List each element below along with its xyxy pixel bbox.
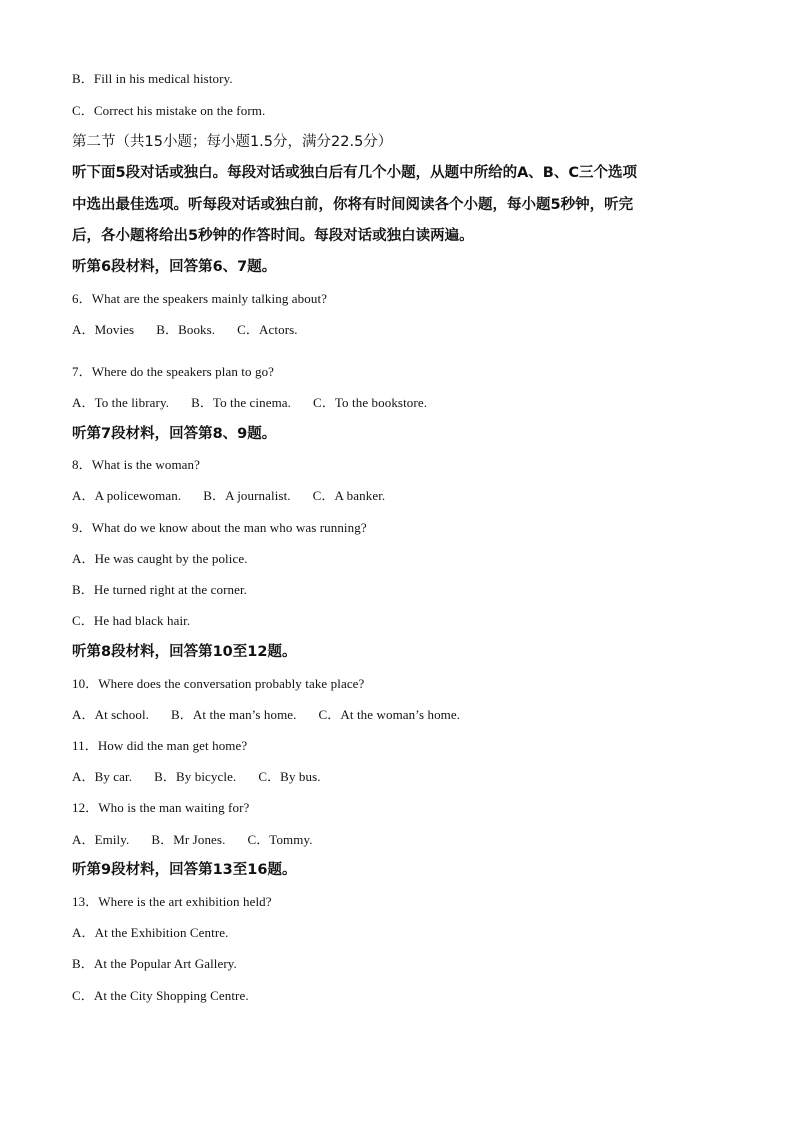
group-heading-7: 听第7段材料，回答第8、9题。 bbox=[72, 426, 277, 442]
option-b: B．To the cinema. bbox=[191, 395, 292, 410]
option-c: C．To the bookstore. bbox=[313, 395, 428, 410]
option-b: B．At the man’s home. bbox=[171, 707, 297, 722]
question-stem-11: 11．How did the man get home? bbox=[72, 738, 248, 753]
question-options-7 bbox=[72, 392, 427, 411]
option-a: A．Emily. bbox=[72, 832, 130, 847]
question-stem-7: 7．Where do the speakers plan to go? bbox=[72, 364, 275, 379]
option-b: B．Mr Jones. bbox=[151, 832, 226, 847]
option-c: C．Tommy. bbox=[247, 832, 313, 847]
prev-option-c: C．Correct his mistake on the form. bbox=[72, 103, 266, 118]
question-options-10 bbox=[72, 704, 460, 723]
option-a: A．To the library. bbox=[72, 395, 170, 410]
question-stem-13: 13．Where is the art exhibition held? bbox=[72, 894, 272, 909]
option-c: C．By bus. bbox=[258, 769, 321, 784]
prev-option-b: B．Fill in his medical history. bbox=[72, 71, 233, 86]
section-instruction-line: 听下面5段对话或独白。每段对话或独白后有几个小题，从题中所给的A、B、C三个选项 bbox=[72, 165, 638, 181]
section-instruction-line: 后，各小题将给出5秒钟的作答时间。每段对话或独白读两遍。 bbox=[72, 228, 474, 244]
group-heading-6: 听第6段材料，回答第6、7题。 bbox=[72, 259, 277, 275]
question-options-6 bbox=[72, 319, 298, 338]
option-b: B．Books. bbox=[156, 322, 216, 337]
question-options-12 bbox=[72, 829, 313, 848]
option-c: C．At the woman’s home. bbox=[318, 707, 461, 722]
question-option-b-13: B．At the Popular Art Gallery. bbox=[72, 956, 237, 971]
option-c: C．Actors. bbox=[237, 322, 298, 337]
question-option-a-13: A．At the Exhibition Centre. bbox=[72, 925, 229, 940]
option-c: C．A banker. bbox=[312, 488, 386, 503]
question-option-c-13: C．At the City Shopping Centre. bbox=[72, 988, 249, 1003]
option-a: A．By car. bbox=[72, 769, 133, 784]
question-stem-12: 12．Who is the man waiting for? bbox=[72, 800, 250, 815]
option-b: B．By bicycle. bbox=[154, 769, 237, 784]
option-b: B．A journalist. bbox=[203, 488, 291, 503]
question-options-8 bbox=[72, 485, 385, 504]
question-option-a-9: A．He was caught by the police. bbox=[72, 551, 248, 566]
question-stem-8: 8．What is the woman? bbox=[72, 457, 200, 472]
question-stem-6: 6．What are the speakers mainly talking about? bbox=[72, 291, 328, 306]
question-stem-9: 9．What do we know about the man who was running? bbox=[72, 520, 367, 535]
question-options-11 bbox=[72, 766, 321, 785]
section-instruction-line: 中选出最佳选项。听每段对话或独白前，你将有时间阅读各个小题，每小题5秒钟，听完 bbox=[72, 197, 634, 213]
question-option-c-9: C．He had black hair. bbox=[72, 613, 191, 628]
section-title: 第二节（共15小题；每小题1.5分，满分22.5分） bbox=[72, 134, 393, 150]
option-a: A．At school. bbox=[72, 707, 150, 722]
group-heading-9: 听第9段材料，回答第13至16题。 bbox=[72, 862, 297, 878]
question-stem-10: 10．Where does the conversation probably take place? bbox=[72, 676, 365, 691]
option-a: A．A policewoman. bbox=[72, 488, 182, 503]
option-a: A．Movies bbox=[72, 322, 135, 337]
question-option-b-9: B．He turned right at the corner. bbox=[72, 582, 248, 597]
group-heading-8: 听第8段材料，回答第10至12题。 bbox=[72, 644, 297, 660]
